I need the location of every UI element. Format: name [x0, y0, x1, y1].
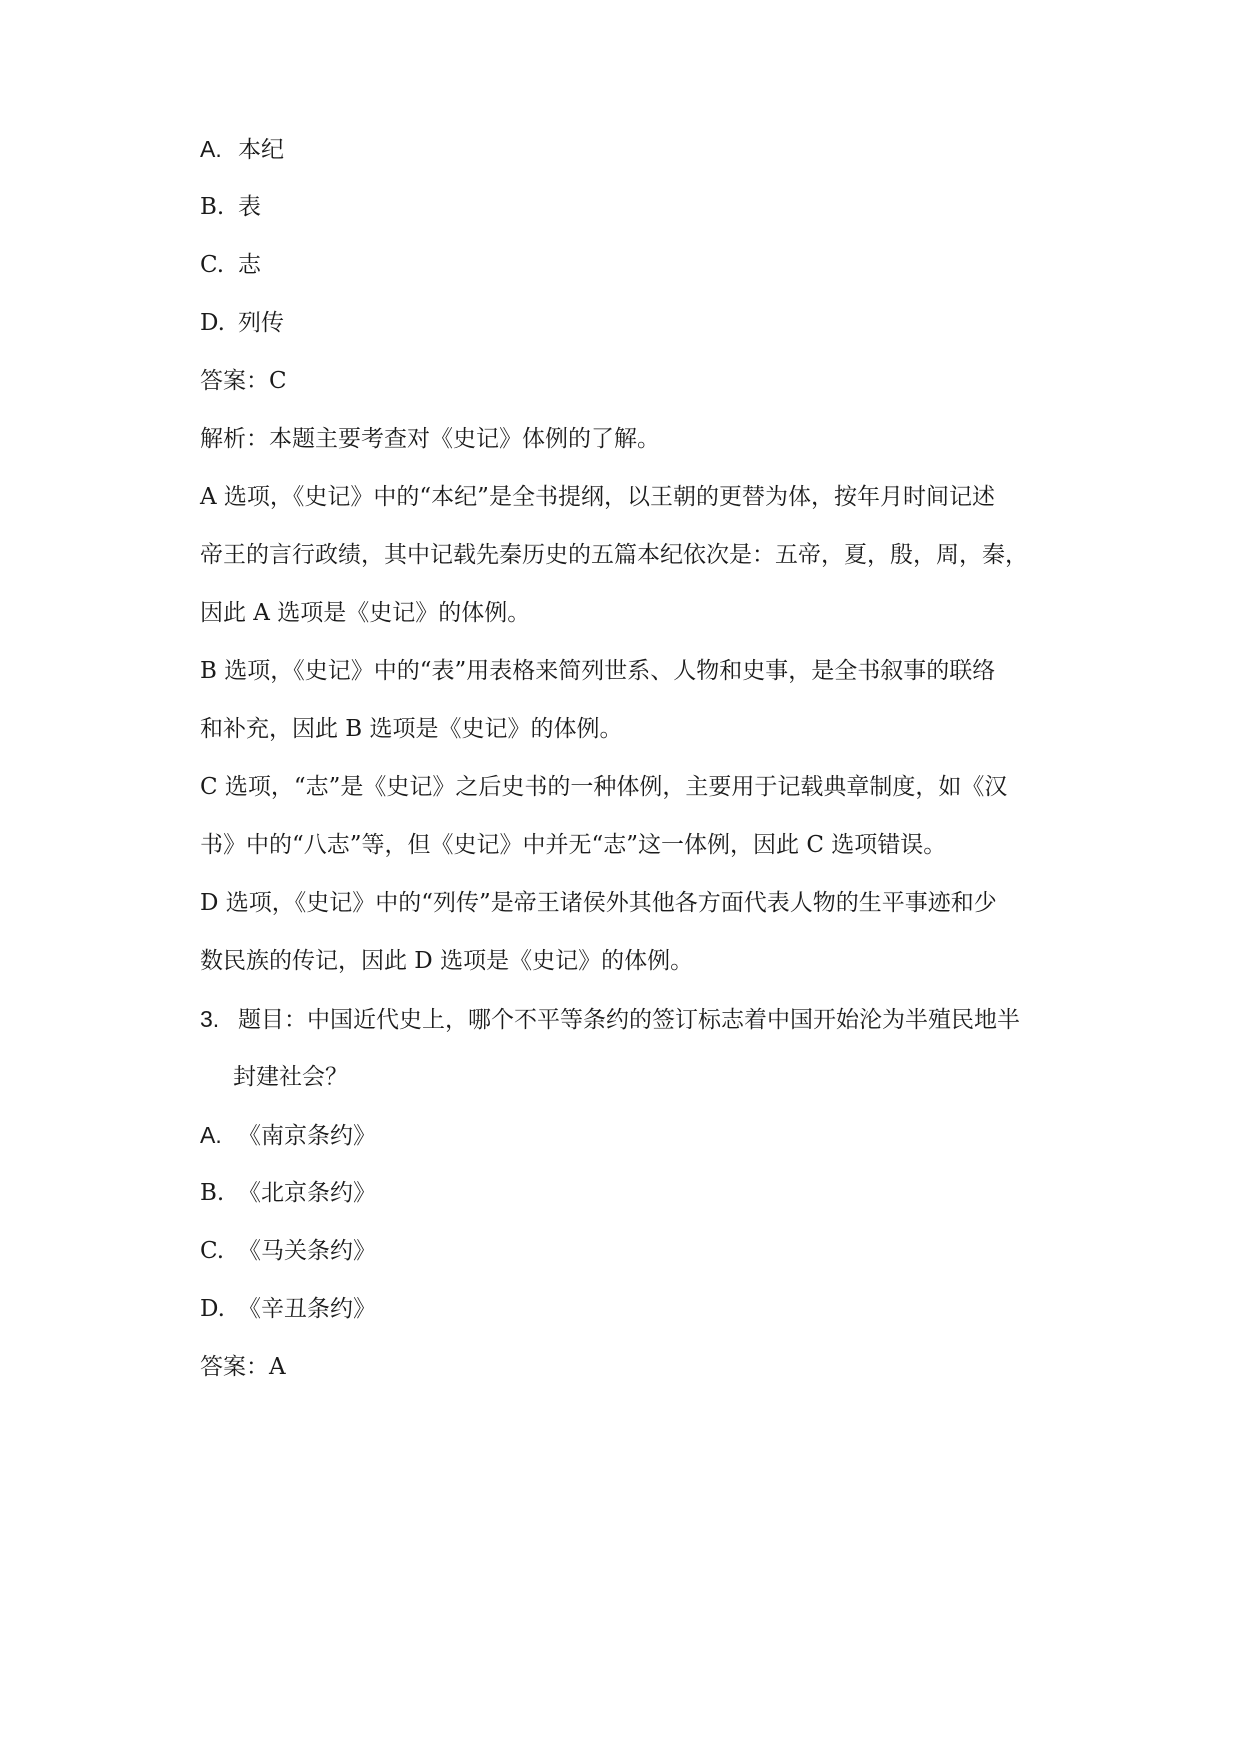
option-label: B.	[200, 1180, 225, 1206]
option-label: C.	[200, 252, 225, 278]
option-label: B.	[200, 194, 225, 220]
q3-option-b	[200, 1178, 376, 1208]
q2-analysis-intro: 解析：本题主要考查对《史记》体例的了解。	[200, 426, 660, 452]
option-text: 《辛丑条约》	[238, 1296, 376, 1322]
option-label: D.	[200, 1296, 225, 1322]
option-text: 本纪	[238, 137, 284, 163]
analysis-line: 数民族的传记，因此 D 选项是《史记》的体例。	[200, 948, 694, 974]
analysis-line: C 选项，“志”是《史记》之后史书的一种体例，主要用于记载典章制度，如《汉	[200, 774, 1008, 800]
option-label: A.	[200, 1122, 222, 1148]
analysis-line: 书》中的“八志”等，但《史记》中并无“志”这一体例，因此 C 选项错误。	[200, 832, 947, 858]
option-text: 《北京条约》	[238, 1180, 376, 1206]
q2-option-a	[200, 134, 284, 165]
option-text: 表	[238, 194, 261, 220]
analysis-line: D 选项，《史记》中的“列传”是帝王诸侯外其他各方面代表人物的生平事迹和少	[200, 890, 997, 916]
analysis-line: B 选项，《史记》中的“表”用表格来简列世系、人物和史事，是全书叙事的联络	[200, 658, 996, 684]
analysis-line: 因此 A 选项是《史记》的体例。	[200, 600, 531, 626]
question-text: 题目：中国近代史上，哪个不平等条约的签订标志着中国开始沦为半殖民地半	[238, 1007, 1020, 1033]
option-text: 《南京条约》	[238, 1123, 376, 1149]
q2-option-d	[200, 308, 284, 338]
q3-answer: 答案：A	[200, 1354, 286, 1380]
option-text: 《马关条约》	[238, 1238, 376, 1264]
q3-question-cont: 封建社会？	[233, 1064, 348, 1090]
option-label: D.	[200, 310, 225, 336]
option-text: 列传	[238, 310, 284, 336]
option-label: A.	[200, 136, 222, 162]
question-number: 3.	[200, 1006, 220, 1032]
q2-option-c	[200, 250, 261, 280]
analysis-line: 帝王的言行政绩，其中记载先秦历史的五篇本纪依次是：五帝，夏，殷，周，秦，	[200, 542, 1028, 568]
q3-option-a	[200, 1120, 376, 1151]
analysis-line: 和补充，因此 B 选项是《史记》的体例。	[200, 716, 623, 742]
q3-option-d	[200, 1294, 376, 1324]
q2-option-b	[200, 192, 261, 222]
q3-option-c	[200, 1236, 376, 1266]
analysis-line: A 选项，《史记》中的“本纪”是全书提纲，以王朝的更替为体，按年月时间记述	[200, 484, 995, 510]
q2-answer: 答案：C	[200, 368, 287, 394]
option-label: C.	[200, 1238, 225, 1264]
q3-question	[200, 1004, 1020, 1035]
option-text: 志	[238, 252, 261, 278]
